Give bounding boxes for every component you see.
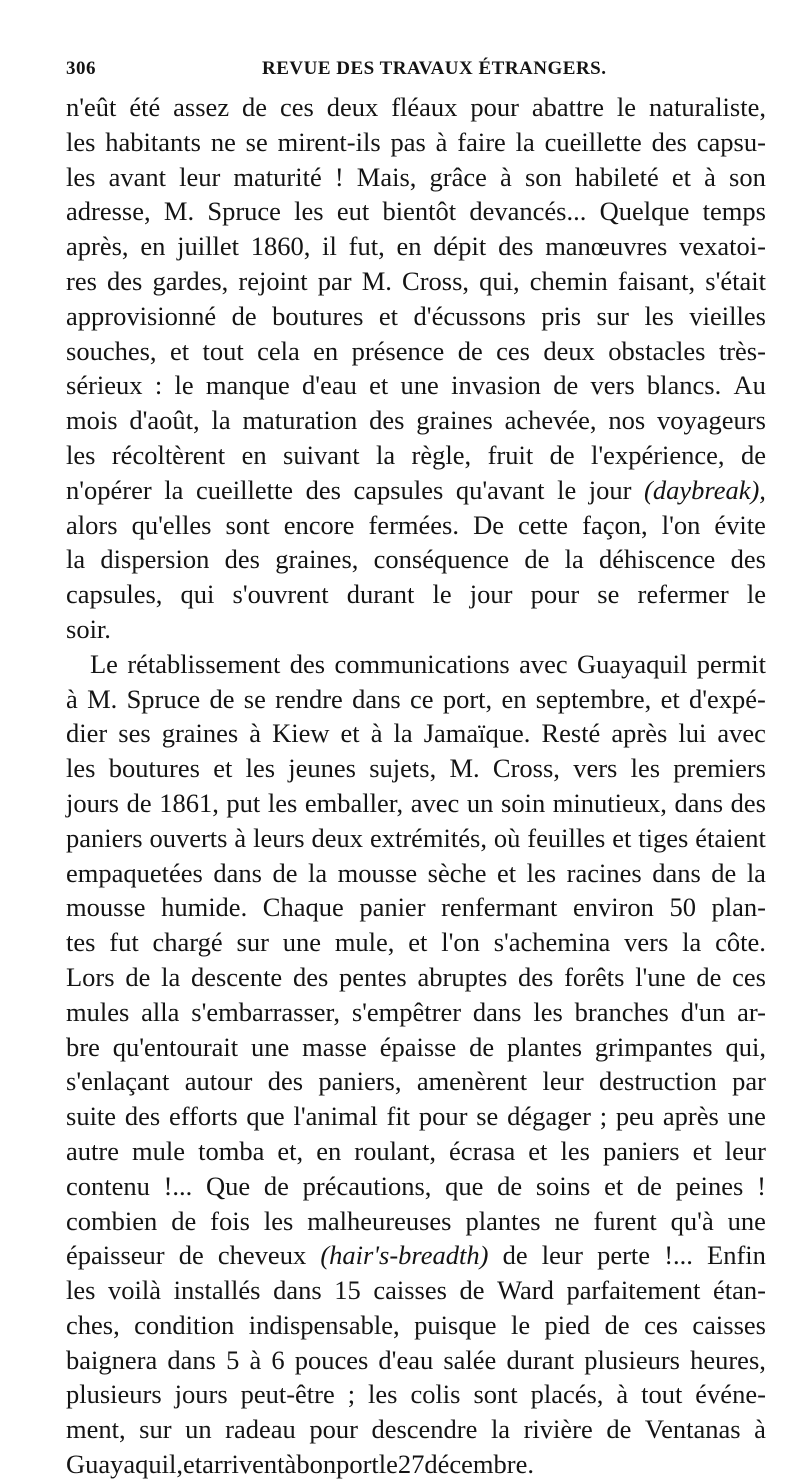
text-line: à M. Spruce de se rendre dans ce port, en septembre, et d'expé- bbox=[66, 683, 766, 714]
text-line: dier ses graines à Kiew et à la Jamaïque. Resté après lui avec bbox=[66, 718, 766, 749]
text-line: plusieurs jours peut-être ; les colis sont placés, à tout événe- bbox=[66, 1379, 766, 1410]
text-line: adresse, M. Spruce les eut bientôt devancés... Quelque temps bbox=[66, 196, 766, 227]
text-line: empaquetées dans de la mousse sèche et les racines dans de la bbox=[66, 857, 766, 888]
text-line: mules alla s'embarrasser, s'empêtrer dans les branches d'un ar- bbox=[66, 996, 766, 1027]
text-line: après, en juillet 1860, il fut, en dépit des manœuvres vexatoi- bbox=[66, 231, 766, 262]
page-number: 306 bbox=[66, 58, 96, 79]
text-line: mois d'août, la maturation des graines achevée, nos voyageurs bbox=[66, 405, 766, 436]
page-header bbox=[66, 52, 766, 88]
paragraph bbox=[66, 647, 766, 1482]
text-line: ches, condition indispensable, puisque le pied de ces caisses bbox=[66, 1309, 766, 1340]
text-line: combien de fois les malheureuses plantes ne furent qu'à une bbox=[66, 1205, 766, 1236]
text-line: la dispersion des graines, conséquence de la déhiscence des bbox=[66, 544, 766, 575]
text-line: les récoltèrent en suivant la règle, fruit de l'expérience, de bbox=[66, 439, 766, 470]
text-line: Le rétablissement des communications avec Guayaquil permit bbox=[90, 648, 766, 679]
text-line: paniers ouverts à leurs deux extrémités, où feuilles et tiges étaient bbox=[66, 822, 766, 853]
text-line: s'enlaçant autour des paniers, amenèrent leur destruction par bbox=[66, 1066, 766, 1097]
text-line: soir. bbox=[66, 613, 111, 644]
text-line: res des gardes, rejoint par M. Cross, qui, chemin faisant, s'était bbox=[66, 265, 766, 296]
text-line: Lors de la descente des pentes abruptes des forêts l'une de ces bbox=[66, 961, 766, 992]
text-line: capsules, qui s'ouvrent durant le jour pour se refermer le bbox=[66, 579, 766, 610]
text-line: jours de 1861, put les emballer, avec un soin minutieux, dans des bbox=[66, 787, 766, 818]
text-line: n'opérer la cueillette des capsules qu'avant le jour (daybreak), bbox=[66, 474, 766, 505]
text-line: ment, sur un radeau pour descendre la rivière de Ventanas à bbox=[66, 1414, 766, 1445]
text-line: autre mule tomba et, en roulant, écrasa et les paniers et leur bbox=[66, 1135, 766, 1166]
text-line: contenu !... Que de précautions, que de soins et de peines ! bbox=[66, 1170, 766, 1201]
running-head: REVUE DES TRAVAUX ÉTRANGERS. bbox=[262, 58, 607, 79]
text-line: approvisionné de boutures et d'écussons pris sur les vieilles bbox=[66, 300, 766, 331]
text-line: les habitants ne se mirent-ils pas à faire la cueillette des capsu- bbox=[66, 126, 766, 157]
body-text bbox=[66, 90, 766, 1482]
text-line: tes fut chargé sur une mule, et l'on s'achemina vers la côte. bbox=[66, 927, 766, 958]
text-line: les boutures et les jeunes sujets, M. Cross, vers les premiers bbox=[66, 753, 766, 784]
text-line: épaisseur de cheveux (hair's-breadth) de leur perte !... Enfin bbox=[66, 1240, 766, 1271]
text-line: mousse humide. Chaque panier renfermant environ 50 plan- bbox=[66, 892, 766, 923]
text-line: alors qu'elles sont encore fermées. De cette façon, l'on évite bbox=[66, 509, 766, 540]
text-line: n'eût été assez de ces deux fléaux pour abattre le naturaliste, bbox=[66, 92, 766, 122]
text-line: souches, et tout cela en présence de ces deux obstacles très- bbox=[66, 335, 766, 366]
text-line: suite des efforts que l'animal fit pour se dégager ; peu après une bbox=[66, 1101, 766, 1132]
text-line: bre qu'entourait une masse épaisse de plantes grimpantes qui, bbox=[66, 1031, 766, 1062]
text-line: baignera dans 5 à 6 pouces d'eau salée durant plusieurs heures, bbox=[66, 1344, 766, 1375]
text-line: sérieux : le manque d'eau et une invasion de vers blancs. Au bbox=[66, 370, 766, 401]
text-line: Guayaquil, et arrivent à bon port le 27 décembre. bbox=[66, 1449, 534, 1480]
paragraph bbox=[66, 90, 766, 647]
text-line: les voilà installés dans 15 caisses de Ward parfaitement étan- bbox=[66, 1275, 766, 1306]
book-page bbox=[66, 52, 766, 1482]
text-line: les avant leur maturité ! Mais, grâce à son habileté et à son bbox=[66, 161, 766, 192]
